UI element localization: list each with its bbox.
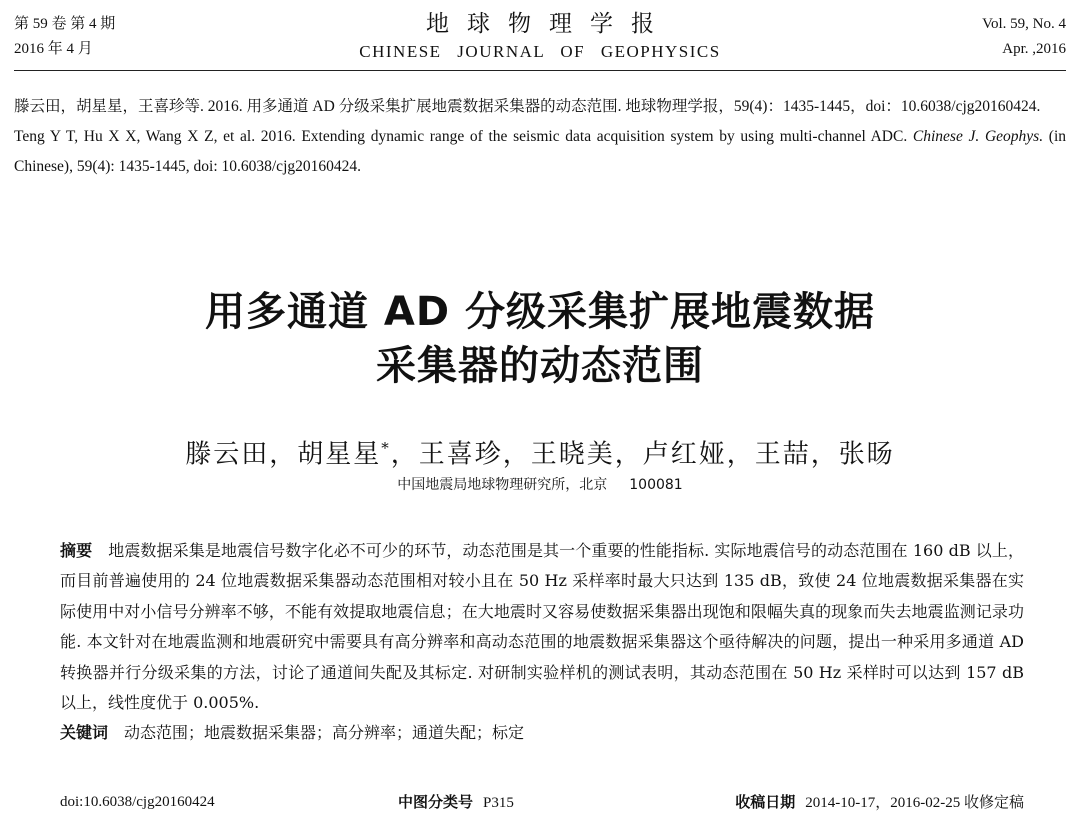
volume-issue-en: Vol. 59, No. 4 xyxy=(982,16,1066,32)
received-date xyxy=(735,788,1024,817)
issue-date-en: Apr. ,2016 xyxy=(1002,41,1066,57)
affiliation xyxy=(0,475,1080,495)
issue-date-cn: 2016 年 4 月 xyxy=(14,41,93,57)
citation-en-suffix: (in Chinese), 59(4): 1435-1445, doi: 10.6038/cjg20160424. xyxy=(14,128,1066,175)
corresponding-author-mark: * xyxy=(381,439,391,457)
title-line-2: 采集器的动态范围 xyxy=(376,343,704,389)
running-header xyxy=(14,8,1066,71)
paper-title xyxy=(0,285,1080,393)
volume-issue-cn: 第 59 卷 第 4 期 xyxy=(14,16,116,32)
article-doi: doi:10.6038/cjg20160424 xyxy=(60,794,215,810)
header-center xyxy=(14,8,1066,64)
journal-name-en: CHINESE JOURNAL OF GEOPHYSICS xyxy=(359,42,721,61)
authors-part-1: 滕云田，胡星星 xyxy=(185,439,382,470)
received-value: 2014-10-17，2016-02-25 收修定稿 xyxy=(805,795,1024,811)
author-list xyxy=(0,430,1080,473)
citation-en-prefix: Teng Y T, Hu X X, Wang X Z, et al. 2016. Extending dynamic range of the seismic data acquisition system by using multi-channel ADC. xyxy=(14,128,908,145)
title-line-1: 用多通道 AD 分级采集扩展地震数据 xyxy=(204,289,875,335)
journal-name-cn: 地球物理学报 xyxy=(426,11,672,37)
abstract-label: 摘要 xyxy=(60,541,93,560)
affiliation-name: 中国地震局地球物理研究所，北京 xyxy=(397,477,608,493)
classification-number xyxy=(398,788,514,817)
received-label: 收稿日期 xyxy=(735,793,796,811)
citation-en xyxy=(14,122,1066,182)
abstract-block xyxy=(60,536,1024,749)
citation-block xyxy=(14,92,1066,182)
classification-label: 中图分类号 xyxy=(398,793,474,811)
keywords xyxy=(60,718,1024,748)
abstract xyxy=(60,536,1024,718)
abstract-text: 地震数据采集是地震信号数字化必不可少的环节，动态范围是其一个重要的性能指标. 实际地震信号的动态范围在 160 dB 以上，而目前普遍使用的 24 位地震数据采集器动态范围相对较小且在 50 Hz 采样率时最大只达到 135 dB，致使 24 位地震数据采集器在实际使用中对小信号分辨率不够，不能有效提取地震信息；在大地震时又容易使数据采集器出现饱和限幅失真的现象而失去地震监测记录功能. 本文针对在地震监测和地震研究中需要具有高分辨率和高动态范围的地震数据采集器这个亟待解决的问题，提出一种采用多通道 AD 转换器并行分级采集的方法，讨论了通道间失配及其标定. 对研制实验样机的测试表明，其动态范围在 50 Hz 采样时可以达到 157 dB 以上，线性度优于 0.005%. xyxy=(60,541,1024,713)
postcode: 100081 xyxy=(629,477,683,493)
citation-en-journal: Chinese J. Geophys. xyxy=(912,128,1044,145)
header-right xyxy=(982,12,1066,62)
citation-cn: 滕云田，胡星星，王喜珍等. 2016. 用多通道 AD 分级采集扩展地震数据采集器的动态范围. 地球物理学报，59(4)：1435-1445，doi：10.6038/cjg20160424. xyxy=(14,98,1041,115)
authors-part-2: ，王喜珍，王晓美，卢红娅，王喆，张旸 xyxy=(390,439,895,470)
keywords-text: 动态范围；地震数据采集器；高分辨率；通道失配；标定 xyxy=(124,723,525,743)
article-meta-row xyxy=(60,788,1024,816)
classification-value: P315 xyxy=(483,795,514,811)
keywords-label: 关键词 xyxy=(60,723,109,743)
